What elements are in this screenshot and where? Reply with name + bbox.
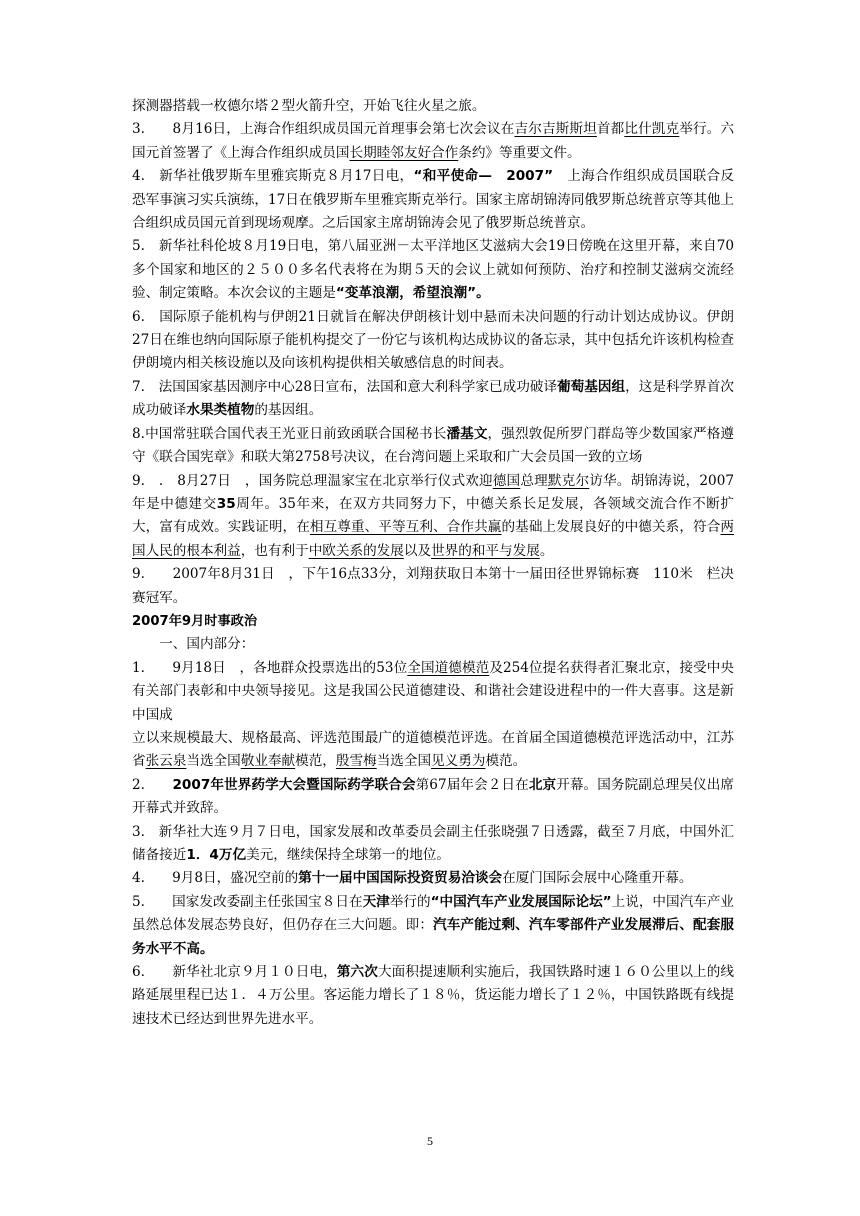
- text-run: 4. 新华社俄罗斯车里雅宾斯克８月17日电，: [132, 168, 414, 185]
- bold-conference-theme: “变革浪潮，希望浪潮”。: [335, 285, 490, 302]
- paragraph-item-5: [132, 235, 734, 305]
- paragraph-domestic-1: [132, 657, 734, 727]
- text-run: 以及: [403, 542, 432, 559]
- text-run: 举行的: [389, 893, 431, 910]
- paragraph-item-9a: [132, 470, 734, 564]
- bold-trade-fair: 第十一届中国国际投资贸易洽谈会: [298, 870, 503, 887]
- text-run: 当选全国: [376, 753, 432, 770]
- paragraph-item-8: [132, 423, 734, 470]
- text-run: 立以来规模最大、规格最高、评选范围最广的道德模范评选。在首届全国道德模范评选活动中，江苏省: [132, 729, 734, 770]
- text-run: 1. 9月18日 ，各地群众投票选出的53位: [132, 659, 408, 676]
- text-run: ，强烈敦促所罗门群岛等少数国家严格遵守《联合国宪章》和联大第2758号决议，在台湾问题上采取和广大会员国一致的立场: [132, 425, 735, 466]
- bold-fruit-plants: 水果类植物: [186, 402, 255, 419]
- underlined-treaty-phrase: 长期睦邻友好合作: [349, 144, 459, 161]
- paragraph-domestic-2: [132, 774, 734, 821]
- bold-reserves: 1．4万亿: [186, 847, 247, 863]
- text-run: 在厦门国际会展中心隆重开幕。: [502, 870, 693, 887]
- paragraph-domestic-1-cont: [132, 727, 734, 774]
- text-run: 8.中国常驻联合国代表王光亚日前致函联合国秘书长: [132, 425, 447, 442]
- text-run: 上说，中国汽车产业虽然总体发展态势良好，但仍存在三大问题。即：: [132, 893, 735, 934]
- text-run: 大面积提速顺利实施后，我国铁路时速１６０公里以上的线路延展里程已达１．４万公里。客运能力增长了１８％，货运能力增长了１２％，中国铁路既有线提速技术已经达到世界先进水平。: [132, 964, 735, 1027]
- text-run: 模范。: [485, 753, 527, 770]
- paragraph-item-3: [132, 118, 734, 165]
- underlined-interests: 两国人民的根本利益: [132, 519, 735, 559]
- paragraph-item-6: 6. 国际原子能机构与伊朗21日就旨在解决伊朗核计划中悬而未决问题的行动计划达成协议。伊朗27日在维也纳向国际原子能机构提交了一份它与该机构达成协议的备忘录，其中包括允许该机构检查伊朗境内相关核设施以及向该机构提供相关敏感信息的时间表。: [132, 308, 734, 372]
- subsection-heading: 一、国内部分：: [159, 636, 255, 653]
- text-run: 的基础上发展良好的中德关系，符合: [501, 519, 721, 536]
- text-run: 及254位提名获得者汇聚北京，接受中央有关部门表彰和中央领导接见。这是我国公民道德建设、和谐社会建设进程中的一件大喜事。这是新中国成: [132, 659, 735, 723]
- text-run: 4. 9月8日，盛况空前的: [132, 870, 299, 887]
- text-run: 条约》等重要文件。: [458, 144, 581, 161]
- underlined-zhang-yunquan: 张云泉: [145, 753, 187, 770]
- text-run: 9. . 8月27日 ，国务院总理温家宝在北京举行仪式欢迎: [132, 472, 493, 489]
- text-run: 5. 新华社科伦坡８月19日电，第八届亚洲－太平洋地区艾滋病大会19日傍晚在这里开幕，来自70多个国家和地区的２５００多名代表将在为期５天的会议上就如何预防、治疗和控制艾滋病交流经验、制定策略。本次会议的主题是: [132, 238, 734, 302]
- underlined-bishkek: 比什凯克: [624, 121, 680, 138]
- underlined-china-eu: 中欧关系的发展: [308, 542, 404, 559]
- text-run: 周年。35年来，在双方共同努力下，中德关系长足发展，各领域交流合作不断扩大，富有成效。实践证明，在: [132, 495, 735, 536]
- text-run: 举行。六国元首签署了《上海合作组织成员国: [132, 121, 735, 161]
- paragraph-item-9b: 9. 2007年8月31日 ，下午16点33分，刘翔获取日本第十一届田径世界锦标赛 110米 栏决赛冠军。: [132, 566, 734, 606]
- text-run: 总理: [520, 472, 548, 489]
- bold-ban-ki-moon: 潘基文: [446, 425, 488, 442]
- paragraph-item-7: [132, 376, 734, 423]
- underlined-dedication: 敬业奉献: [240, 753, 296, 770]
- text-run: 3. 新华社大连９月７日电，国家发展和改革委员会副主任张晓强７日透露，截至７月底，中国外汇储备接近: [132, 823, 734, 863]
- text-run: 美元，继续保持全球第一的地位。: [246, 847, 450, 863]
- underlined-principles: 相互尊重、平等互利、合作共赢: [309, 519, 502, 536]
- text-run: 5. 国家发改委副主任张国宝８日在: [132, 893, 363, 910]
- bold-tianjin: 天津: [362, 893, 390, 910]
- underlined-germany: 德国: [492, 472, 521, 489]
- text-run: ，这是科学界首次成功破译: [132, 378, 735, 419]
- bold-sixth: 第六次: [336, 964, 378, 981]
- underlined-world-peace: 世界的和平与发展: [431, 542, 540, 559]
- text-run: 开幕。国务院副总理吴仪出席开幕式并致辞。: [132, 776, 734, 817]
- paragraph-domestic-5: [132, 891, 734, 961]
- underlined-moral-models: 全国道德模范: [407, 659, 490, 676]
- bold-peace-mission: “和平使命— 2007”: [413, 168, 554, 185]
- bold-three-problems: 汽车产能过剩、汽车零部件产业发展滞后、配套服务水平不高。: [132, 917, 735, 957]
- text-run: 当选全国: [186, 753, 241, 770]
- text-run: 上海合作组织成员国联合反恐军事演习实兵演练，17日在俄罗斯车里雅宾斯克举行。国家主席胡锦涛同俄罗斯总统普京等其他上合组织成员国元首到现场观摩。之后国家主席胡锦涛会见了俄罗斯总统普京。: [132, 168, 735, 232]
- section-heading: 2007年9月时事政治: [132, 613, 258, 629]
- text-run: 3. 8月16日，上海合作组织成员国元首理事会第七次会议在: [132, 121, 515, 138]
- text-run: 2.: [132, 776, 173, 793]
- paragraph-item-4: [132, 165, 734, 235]
- page-number: 5: [427, 1134, 433, 1148]
- text-run: 7. 法国国家基因测序中心28日宣布，法国和意大利科学家已成功破译: [132, 378, 558, 395]
- bold-pharmacy-congress: 2007年世界药学大会暨国际药学联合会: [172, 776, 416, 793]
- paragraph-0: 探测器搭载一枚德尔塔２型火箭升空，开始飞往火星之旅。: [132, 98, 486, 114]
- text-run: 的基因组。: [254, 402, 323, 419]
- bold-grape-genome: 葡萄基因组: [557, 378, 626, 395]
- paragraph-domestic-6: [132, 961, 734, 1031]
- text-run: 6. 新华社北京９月１０日电，: [132, 964, 337, 981]
- underlined-bravery: 见义勇为: [431, 753, 486, 770]
- text-run: 首都: [596, 121, 625, 138]
- text-run: 模范，: [295, 753, 336, 770]
- paragraph-domestic-3: [132, 821, 734, 868]
- bold-beijing: 北京: [528, 776, 557, 793]
- underlined-kyrgyzstan: 吉尔吉斯斯坦: [514, 121, 597, 138]
- text-run: ，也有利于: [240, 542, 309, 559]
- bold-anniversary: 35: [216, 495, 236, 512]
- paragraph-domestic-4: [132, 867, 734, 890]
- underlined-merkel: 默克尔: [547, 472, 590, 489]
- text-run: 。: [539, 542, 554, 559]
- text-run: 访华。胡锦涛说，2007年是中德建交: [132, 472, 735, 512]
- bold-auto-forum: “中国汽车产业发展国际论坛”: [430, 893, 612, 910]
- page-content: [132, 95, 734, 1031]
- text-run: 第67届年会２日在: [415, 776, 529, 793]
- underlined-yin-xuemei: 殷雪梅: [335, 753, 377, 770]
